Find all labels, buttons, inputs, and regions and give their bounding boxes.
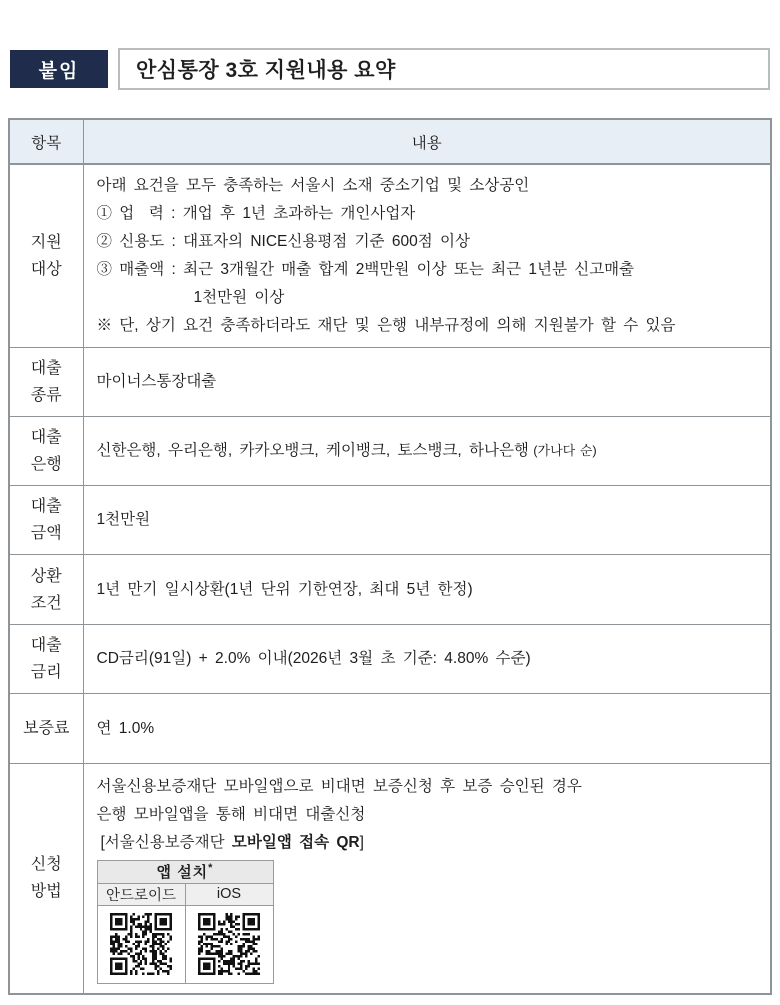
target-line: ③ 매출액 : 최근 3개월간 매출 합계 2백만원 이상 또는 최근 1년분 신고매출 (96, 261, 635, 278)
row-content-loan-banks: 신한은행, 우리은행, 카카오뱅크, 케이뱅크, 토스뱅크, 하나은행 (가나다 순) (83, 417, 771, 486)
row-label-interest: 대출 금리 (9, 625, 83, 694)
row-label-target: 지원 대상 (9, 164, 83, 348)
document-header (10, 48, 770, 90)
row-content-apply (83, 764, 771, 994)
app-install-header: 앱 설치* (97, 860, 273, 883)
target-line: ※ 단, 상기 요건 충족하더라도 재단 및 은행 내부규정에 의해 지원불가 할 수 있음 (96, 317, 676, 334)
page-title: 안심통장 3호 지원내용 요약 (118, 48, 770, 90)
row-label-repayment: 상환 조건 (9, 555, 83, 625)
table-row (9, 486, 771, 555)
ios-column-header: iOS (185, 883, 273, 905)
target-line: 1천만원 이상 (193, 289, 285, 306)
column-header-item: 항목 (9, 119, 83, 164)
table-row (9, 625, 771, 694)
row-content-target (83, 164, 771, 348)
qr-code-android (110, 913, 172, 975)
target-line: ② 신용도 : 대표자의 NICE신용평점 기준 600점 이상 (96, 233, 470, 250)
row-content-repayment: 1년 만기 일시상환(1년 단위 기한연장, 최대 5년 한정) (83, 555, 771, 625)
qr-caption: [서울신용보증재단 모바일앱 접속 QR] (100, 833, 364, 851)
table-row (9, 164, 771, 348)
row-content-loan-amount: 1천만원 (83, 486, 771, 555)
ios-qr-cell (185, 905, 273, 983)
row-content-fee: 연 1.0% (83, 694, 771, 764)
android-qr-cell (97, 905, 185, 983)
table-row (9, 555, 771, 625)
qr-code-ios (198, 913, 260, 975)
table-row (9, 694, 771, 764)
table-row (9, 417, 771, 486)
bank-order-note: (가나다 순) (533, 443, 597, 458)
table-header-row (9, 119, 771, 164)
row-content-loan-type: 마이너스통장대출 (83, 348, 771, 417)
target-line: 아래 요건을 모두 충족하는 서울시 소재 중소기업 및 소상공인 (96, 177, 530, 194)
android-column-header: 안드로이드 (97, 883, 185, 905)
attachment-badge: 붙임 (10, 50, 108, 88)
row-content-interest: CD금리(91일) + 2.0% 이내(2026년 3월 초 기준: 4.80% 수준) (83, 625, 771, 694)
row-label-loan-banks: 대출 은행 (9, 417, 83, 486)
target-line: ① 업 력 : 개업 후 1년 초과하는 개인사업자 (96, 205, 416, 222)
row-label-loan-amount: 대출 금액 (9, 486, 83, 555)
row-label-apply: 신청 방법 (9, 764, 83, 994)
app-install-table (97, 860, 274, 984)
apply-line: 은행 모바일앱을 통해 비대면 대출신청 (96, 805, 366, 823)
summary-table (8, 118, 772, 995)
row-label-loan-type: 대출 종류 (9, 348, 83, 417)
apply-line: 서울신용보증재단 모바일앱으로 비대면 보증신청 후 보증 승인된 경우 (96, 777, 582, 795)
column-header-content: 내용 (83, 119, 771, 164)
table-row (9, 348, 771, 417)
row-label-fee: 보증료 (9, 694, 83, 764)
table-row (9, 764, 771, 994)
